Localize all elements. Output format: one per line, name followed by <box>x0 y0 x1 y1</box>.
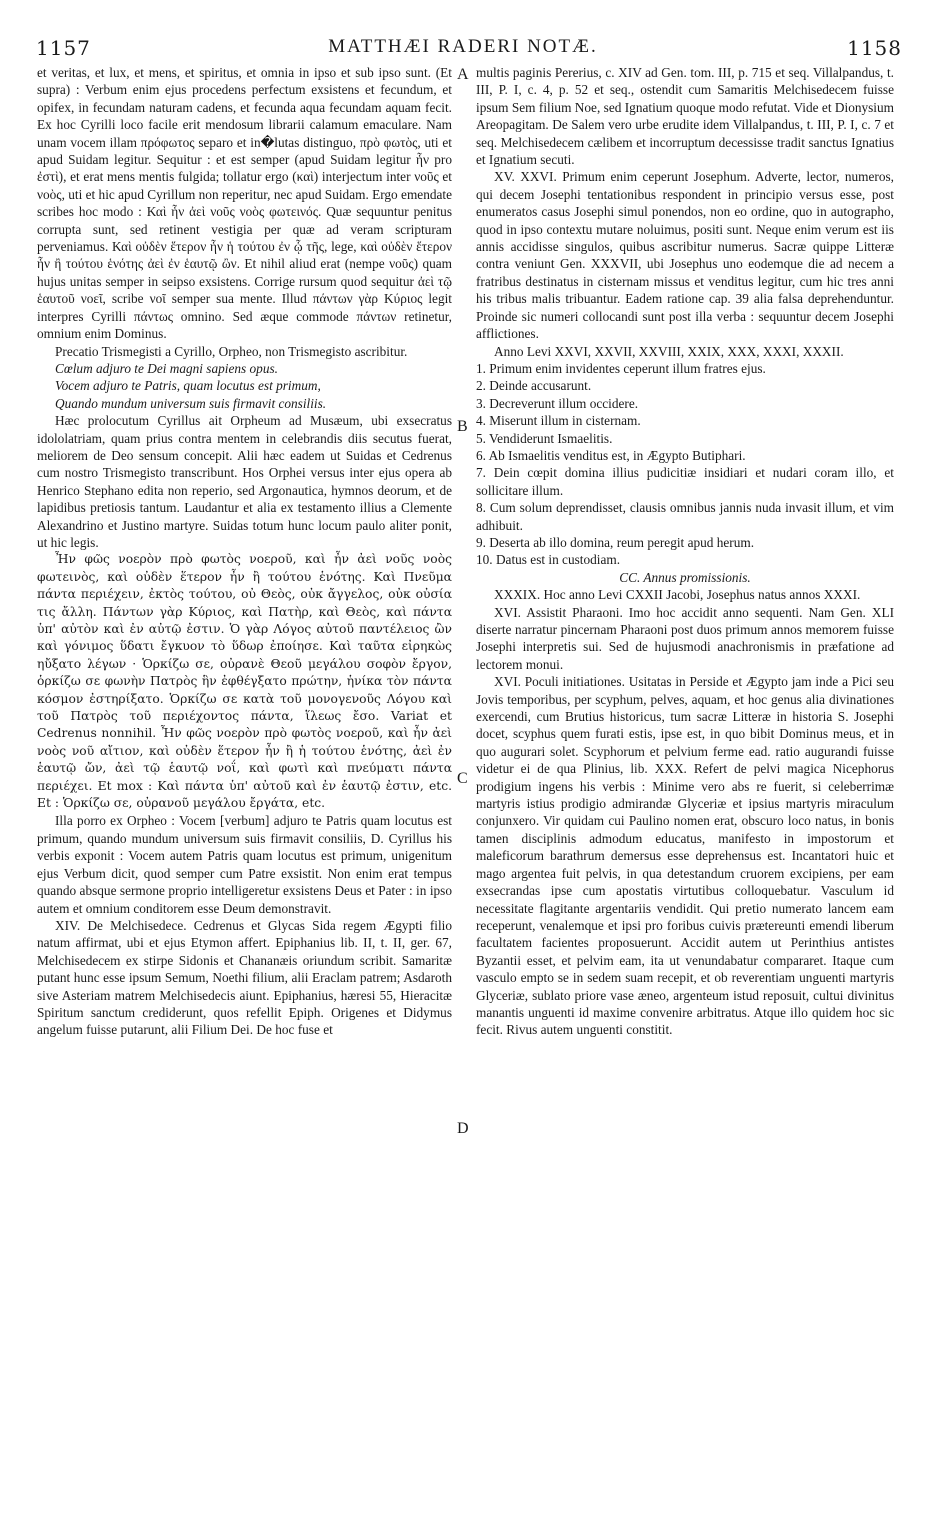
list-item: 5. Vendiderunt Ismaelitis. <box>476 430 613 446</box>
greek-paragraph: Ἦν φῶς νοερὸν πρὸ φωτὸς νοεροῦ, καὶ ἦν ἀεὶ νοῦς νοὸς φωτεινὸς, καὶ οὐδὲν ἕτερον ἦν ἢ τούτου ἑνότης. Καὶ Πνεῦμα πάντα περιέχειν, ἐκτὸς τούτου, οὐ Θεὸς, οὐκ ἄγγελος, οὐκ οὐσία τις ἄλλη. Πάντων γὰρ Κύριος, καὶ Πατὴρ, καὶ Θεὸς, καὶ πάντα ὑπ' αὐτὸν καὶ ἐν αὐτῷ ἐστιν. Ὁ γὰρ Λόγος αὐτοῦ παντέλειος ὢν καὶ γόνιμος ὕδατι ἔγκυον τὸ ὕδωρ ἐποίησε. Καὶ ταῦτα εἰρηκὼς ηὔξατο λέγων · Ὁρκίζω σε, οὐρανὲ Θεοῦ μεγάλου σοφὸν ἔργον, ὁρκίζω σε φωνὴν Πατρὸς ἣν ἐφθέγξατο πρώτην, ἡνίκα τὸν πάντα κόσμον ἐστηρίξατο. Ὁρκίζω σε κατὰ τοῦ μονογενοῦς Λόγου καὶ τοῦ Πατρὸς τοῦ περιέχοντος πάντα, ἵλεως ἔσο. Variat et Cedrenus nonnihil. Ἦν φῶς νοερὸν πρὸ φωτὸς νοεροῦ, καὶ ἦν ἀεὶ νοὸς νοῦ αἴτιον, καὶ οὐδὲν ἕτερον ἦν ἢ ἡ τούτου ἑνότης, ἀεὶ ἐν ἑαυτῷ ὤν, ἀεὶ τῷ ἑαυτῷ νοΐ, καὶ φωτὶ καὶ πνεύματι πάντα περιέχει. Et mox : Καὶ πάντα ὑπ' αὐτοῦ καὶ ἐν ἑαυτῷ ἐστιν, etc. Et : Ὁρκίζω σε, οὐρανοῦ μεγάλου ἔργάτα, etc. <box>37 552 452 811</box>
page-number-right: 1158 <box>847 36 902 60</box>
margin-marker-c: C <box>457 770 468 787</box>
list-item: 7. Dein cœpit domina illius pudicitiæ insidiari et nudari coram illo, et sollicitare illum. <box>476 465 894 498</box>
list-item: 2. Deinde accusarunt. <box>476 378 592 394</box>
running-title: MATTHÆI RADERI NOTÆ. <box>328 36 598 57</box>
paragraph: Illa porro ex Orpheo : Vocem [verbum] adjuro te Patris quam locutus est primum, quando mundum universum suis firmavit consiliis, D. Cyrillus his verbis exponit : Vocem autem Patris quam locutus est primum, unigenitum ejus Verbum dicit, quod semper cum Patre exsistit. Non enim erat tempus quando absque sermone proprio intelligeretur exsistens Deus et Pater : in ipso autem et omnium conditorem esse Deum demonstravit. <box>37 813 452 916</box>
paragraph: Hæc prolocutum Cyrillus ait Orpheum ad Musæum, ubi exsecratus idololatriam, quam prius contra mentem in celebrandis diis secutus fuerat, meliorem de Deo sensum concepit. Alii hæc eadem ut Suidas et Cedrenus cum nostro Trismegisto transcribunt. Hos Orphei versus inter ejus opera ab Henrico Stephano edita non reperio, sed Argonautica, hymnos deorum, et de lapidibus pretiosis tantum. Laudantur et alia ex testamento illius a Clemente Alexandrino et Justino martyre. Suidas totum hunc locum paulo aliter ponit, ut hic legis. <box>37 413 452 550</box>
list-item: 4. Miserunt illum in cisternam. <box>476 413 641 429</box>
paragraph: XVI. Assistit Pharaoni. Imo hoc accidit anno sequenti. Nam Gen. XLI diserte narratur pincernam Pharaoni post duos primum annos memorem fuisse Josephi interpretis sui. Sed de hujusmodi anachronismis in præfatione ad lectorem monui. <box>476 604 894 672</box>
verse-line: Cœlum adjuro te Dei magni sapiens opus. <box>55 360 278 376</box>
margin-marker-d: D <box>457 1120 469 1137</box>
margin-marker-b: B <box>457 418 468 435</box>
right-column <box>476 64 894 1039</box>
left-column <box>37 64 452 1039</box>
paragraph: Precatio Trismegisti a Cyrillo, Orpheo, non Trismegisto ascribitur. <box>55 343 408 359</box>
paragraph: XV. XXVI. Primum enim ceperunt Josephum. Adverte, lector, numeros, qui decem Josephi tentationibus respondent in principio versus esse, post enumeratos casus Josephi simul ponendos, non eo ordine, quo in autographo, quod in ipso contextu mutare noluimus, positi sunt. Neque enim verum est iis annis accidisse singulos, quibus ascribitur numerus. Sacræ quippe Litteræ contra veniunt Gen. XXXVII, ubi Josephus uno eodemque die ad necem a fratribus destinatus in cisternam missus et venditus legitur, cum hic tres anni his tribus malis tribuantur. Eadem ratione cap. 39 alia falsa deprehenduntur. Proinde sic numeri collocandi sunt post illa verba : sequuntur decem Josephi afflictiones. <box>476 169 894 342</box>
page-number-left: 1157 <box>36 36 91 60</box>
paragraph: multis paginis Pererius, c. XIV ad Gen. tom. III, p. 715 et seq. Villalpandus, t. III, P. I, c. 4, p. 52 et seq., ostendit cum Samaritis Melchisedecem fuisse ipsum Sem filium Noe, sed Ignatium quoque modo refutat. Vide et Dionysium Areopagitam. De Salem vero urbe erudite idem Villalpandus, t. III, P. I, c. 7 et seq. Melchisedecem cælibem et incorruptum decessisse tradit sanctus Ignatius et Ignatium secuti. <box>476 65 894 168</box>
section-heading: CC. Annus promissionis. <box>619 569 751 585</box>
paragraph: et veritas, et lux, et mens, et spiritus, et omnia in ipso et sub ipso sunt. (Et supra) : Verbum enim ejus procedens perfectum exsistens et fecundum, et opifex, in fecundam naturam cadens, et fecunda aqua fecundam aquam fecit. Ex hoc Cyrilli loco facile erit mendosum librarii calamum emaculare. Nam unam vocem illam πρόφωτος separo et in�lutas distinguo, πρὸ φωτὸς, uti et apud Suidam legitur. Sequitur : et est semper (apud Suidam legitur ἦν pro ἐστὶ), et erat mens mentis fulgida; tollatur ergo (καὶ) interjectum inter νοῦς et νοὸς, uti et hic apud Cyrillum non reperitur, nec apud Suidam. Ergo emendate scribes hoc modo : Καὶ ἦν ἀεὶ νοῦς νοὸς φωτεινός. Quæ sequuntur penitus corrupta sunt, sed retinent vestigia per quæ ad veram scripturam perveniamus. Καὶ οὐδὲν ἕτερον ἦν ἡ τούτου ἐν ᾧ τῆς, lege, καὶ οὐδὲν ἕτερον ἦν ἢ τούτου ἑνότης ἀεὶ ἐν ἑαυτῷ ὢν. Et nihil aliud erat (nempe νοῦς) quam hujus unitas semper in seipso exsistens. Corrige rursum quod sequitur ἀεὶ τῷ ἑαυτοῦ νοεῖ, scribe νοῖ semper sua mente. Illud πάντων γὰρ Κύριος legit interpres Cyrilli πάντως omnino. Sed æque commode πάντων retinetur, omnium enim Dominus. <box>37 65 452 342</box>
paragraph: XVI. Poculi initiationes. Usitatas in Perside et Ægypto jam inde a Pici seu Jovis temporibus, per scyphum, pelves, aquam, et hoc genus alia divinationes exercendi, cum Brutius historicus, tum sacræ Litteræ in historia S. Josephi docet, scyphus quem furati estis, ipse est, in quo bibit Dominus meus, et in quo augurari solet. Scyphorum et pelvium ferme ead. ratio augurandi fuisse videtur ei de qua Plinius, lib. XXX. Refert de pelvi magica Nicephorus prodigium ingens his verbis : Minime vero abs re fuerit, si celeberrimæ martyris istius prodigio admirandæ Glyceriæ et ipsius martyris miraculum conjunxero. Vir quidam cui Paulino nomen erat, obscuro loco natus, in bonis tamen disciplinis admodum educatus, manifesto in impostorum et maleficorum barathrum demersus esse deprehensus est. Incantatori huic et mago argentea fuit pelvis, in qua detestandum cruorem excipiens, per eam exsecrandas ipse cum apostatis virtutibus colloquebatur. Vasculum id necessitate flagitante argentariis vendidit. Qui pretio numerato lancem eam receperunt, venalemque et ipsi pro foribus cuivis prætereunti emendi liberum facultatem facientes proposuerunt. Accidit autem ut Perinthius antistes Byzantii esset, et pelvim eam, ita ut venundabatur compararet. Itaque cum vasculo empto se in sedem suam recepit, et ob reverentiam unguenti martyris Glyceriæ, sublato priore vase æneo, argenteum istud reposuit, cultui divinitus manantis unguenti id maxime convenire arbitratus. Atque illo quidem hoc sic fecit. Rivus autem unguenti constitit. <box>476 674 894 1038</box>
verse-line: Vocem adjuro te Patris, quam locutus est primum, <box>55 378 321 394</box>
paragraph: Anno Levi XXVI, XXVII, XXVIII, XXIX, XXX, XXXI, XXXII. <box>494 343 844 359</box>
page-header <box>0 0 926 60</box>
list-item: 9. Deserta ab illo domina, reum peregit apud herum. <box>476 534 755 550</box>
list-item: 10. Datus est in custodiam. <box>476 552 621 568</box>
verse-line: Quando mundum universum suis firmavit consiliis. <box>55 395 327 411</box>
paragraph: XXXIX. Hoc anno Levi CXXII Jacobi, Josephus natus annos XXXI. <box>494 587 861 603</box>
margin-marker-a: A <box>457 66 469 83</box>
list-item: 1. Primum enim invidentes ceperunt illum fratres ejus. <box>476 360 766 376</box>
paragraph: XIV. De Melchisedece. Cedrenus et Glycas Sida regem Ægypti filio natum affirmat, ubi et ejus Etymon affert. Epiphanius lib. II, t. II, ger. 67, Melchisedecem ex stirpe Sidonis et Chananæis oriundum scribit. Samaritæ putant hunc esse ipsum Semum, Noethi filium, alii Eraclam patrem; Asdaroth sive Asteriam matrem Melchisedecis aiunt. Epiphanius, hæresi 55, Hieracitæ Spiritum sanctum crediderunt, quos refellit Epiph. Origenes et Didymus angelum fuisse putarunt, alii Filium Dei. De hoc fuse et <box>37 917 452 1038</box>
list-item: 3. Decreverunt illum occidere. <box>476 395 639 411</box>
list-item: 6. Ab Ismaelitis venditus est, in Ægypto Butiphari. <box>476 447 746 463</box>
numbered-list <box>476 360 894 569</box>
list-item: 8. Cum solum deprendisset, clausis omnibus jannis nuda invasit illum, et vim adhibuit. <box>476 500 894 533</box>
